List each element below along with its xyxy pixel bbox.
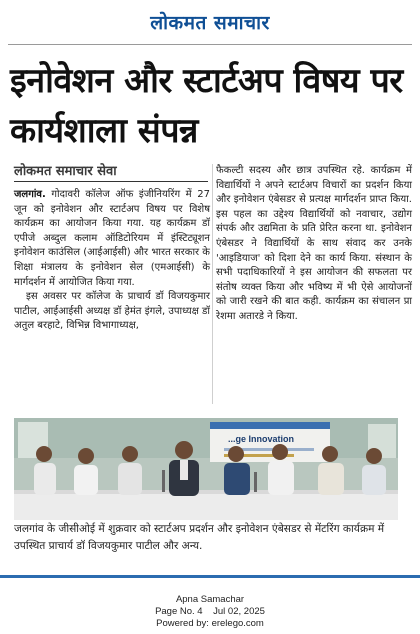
event-photo-illustration (14, 418, 398, 520)
article-dateline: जलगांव. (14, 189, 46, 200)
header-rule (8, 44, 412, 45)
page-footer (0, 594, 420, 630)
column-divider (212, 164, 213, 404)
photo-caption: जलगांव के जीसीओई में शुक्रवार को स्टार्टअप प्रदर्शन और इनोवेशन एंबेसडर से मेंटरिंग कार्यक्रम में उपस्थित प्राचार्य डॉ विजयकुमार पाटील और अन्य. (14, 523, 385, 552)
masthead-logo: लोकमत समाचार (150, 12, 270, 34)
footer-page-info: Page No. 4 Jul 02, 2025 (155, 606, 265, 617)
photo-banner-text: ...ge Innovation (228, 434, 295, 444)
article-paragraph-text: गोदावरी कॉलेज ऑफ इंजीनियरिंग में 27 जून को इनोवेशन और स्टार्टअप विषय पर विशेष कार्यक्रम का आयोजन किया गया. यह कार्यक्रम डॉ एपीजे अब्दुल कलाम ऑडिटोरियम में इंस्टिट्यूशन इनोवेशन काउंसिल (आईआईसी) और भारत सरकार के शिक्षा मंत्रालय के इनोवेशन सेल (एमआईसी) के मार्गदर्शन में आयोजित किया गया. (14, 189, 210, 288)
article-paragraph (14, 188, 210, 290)
article-paragraph: फैकल्टी सदस्य और छात्र उपस्थित रहे. कार्यक्रम में विद्यार्थियों ने अपने स्टार्टअप विचारों का प्रदर्शन किया और इनोवेशन एंबेसडर से प्रत्यक्ष मार्गदर्शन प्राप्त किया. इस पहल का उद्देश्य विद्यार्थियों को नवाचार, उद्योग संपर्क और उद्यमिता के प्रति प्रेरित करना था. इनोवेशन एंबेसडर ने विद्यार्थियों के साथ संवाद कर उनके 'आइडियाज' को दिशा देने का कार्य किया. संस्थान के सभी पदाधिकारियों ने इस आयोजन की सफलता पर संतोष व्यक्त किया और भविष्य में भी ऐसे आयोजनों को जारी रखने की बात कही. कार्यक्रम का संचालन प्रा रेशमा अतारडे ने किया. (216, 165, 412, 322)
bottom-accent-bar (0, 575, 420, 578)
article-byline: लोकमत समाचार सेवा (14, 161, 208, 182)
masthead (0, 0, 420, 40)
footer-publication: Apna Samachar (175, 594, 245, 605)
article-paragraph: इस अवसर पर कॉलेज के प्राचार्य डॉ विजयकुमार पाटील, आईआईसी अध्यक्ष डॉ हेमंत इंगले, उपाध्यक्ष डॉ अतुल बरहाटे, विभिन्न विभागाध्यक्ष, (14, 291, 210, 332)
article-column-left (14, 188, 210, 334)
article-photo (14, 418, 398, 520)
article-column-right (216, 164, 412, 325)
footer-powered-by: Powered by: erelego.com (156, 618, 264, 629)
article-headline: इनोवेशन और स्टार्टअप विषय पर कार्यशाला संपन्न (10, 61, 403, 151)
